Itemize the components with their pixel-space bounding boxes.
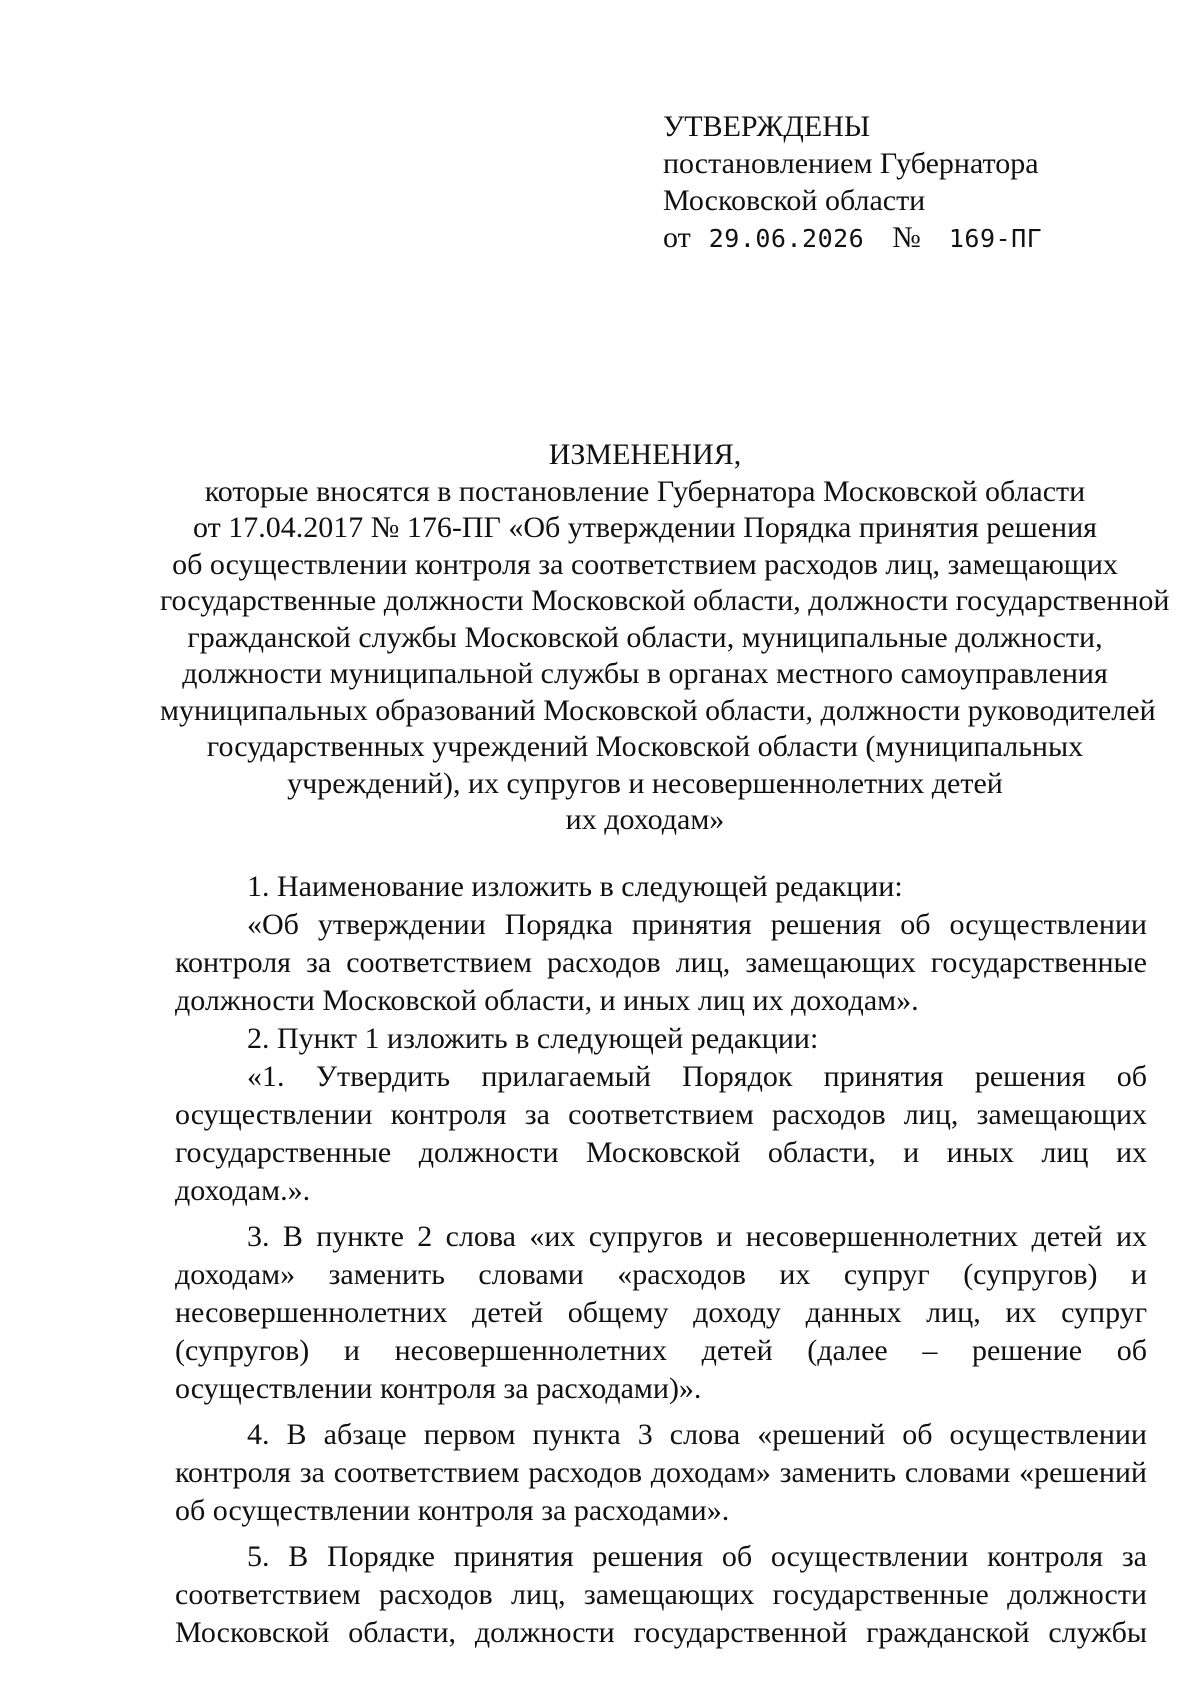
approval-date: 29.06.2026 xyxy=(708,224,865,253)
heading-line: государственных учреждений Московской области (муниципальных xyxy=(206,730,1084,763)
approval-line-1: постановлением Губернатора xyxy=(663,147,1039,180)
approval-stamp xyxy=(663,108,1042,257)
heading-line: муниципальных образований Московской области, должности руководителей xyxy=(160,693,1156,727)
heading-line: которые вносятся в постановление Губернатора Московской области xyxy=(204,474,1086,508)
heading-line: их доходам» xyxy=(565,803,725,836)
approval-date-prefix: от xyxy=(663,221,691,254)
heading-line: об осуществлении контроля за соответствием расходов лиц, замещающих xyxy=(172,547,1118,581)
approval-number: 169-ПГ xyxy=(948,224,1043,253)
body-paragraph-1: 1. Наименование изложить в следующей редакции: xyxy=(247,870,903,903)
body-paragraph-7: 5. В Порядке принятия решения об осуществлении контроля за соответствием расходов лиц, замещающих государственные должности Московской области, должности государственной гражданской службы xyxy=(175,1540,1147,1649)
heading-line: должности муниципальной службы в органах местного самоуправления xyxy=(182,657,1108,690)
heading-line: учреждений), их супругов и несовершеннолетних детей xyxy=(287,766,1003,800)
document-body xyxy=(175,868,1147,1652)
body-paragraph-6: 4. В абзаце первом пункта 3 слова «решений об осуществлении контроля за соответствием расходов доходам» заменить словами «решений об осуществлении контроля за расходами». xyxy=(175,1418,1147,1527)
approval-title: УТВЕРЖДЕНЫ xyxy=(663,110,871,143)
body-paragraph-4: «1. Утвердить прилагаемый Порядок принятия решения об осуществлении контроля за соответствием расходов лиц, замещающих государственные должности Московской области, и иных лиц их доходам.». xyxy=(175,1060,1147,1207)
approval-date-line xyxy=(663,219,1042,257)
heading-line: государственные должности Московской области, должности государственной xyxy=(160,584,1170,617)
body-paragraph-5: 3. В пункте 2 слова «их супругов и несовершеннолетних детей их доходам» заменить словами «расходов их супруг (супругов) и несовершеннолетних детей общему доходу данных лиц, их супруг (супругов) и несовершеннолетних детей (далее – решение об осуществлении контроля за расходами)». xyxy=(175,1220,1147,1405)
approval-number-sign: № xyxy=(892,221,921,254)
heading-line: от 17.04.2017 № 176-ПГ «Об утверждении Порядка принятия решения xyxy=(193,511,1097,544)
heading-line: гражданской службы Московской области, муниципальные должности, xyxy=(187,620,1103,654)
heading-title: ИЗМЕНЕНИЯ, xyxy=(548,438,742,471)
body-paragraph-2: «Об утверждении Порядка принятия решения об осуществлении контроля за соответствием расходов лиц, замещающих государственные должности Московской области, и иных лиц их доходам». xyxy=(175,908,1147,1017)
approval-line-2: Московской области xyxy=(663,184,926,217)
body-paragraph-3: 2. Пункт 1 изложить в следующей редакции: xyxy=(247,1022,819,1055)
document-heading xyxy=(160,437,1170,839)
